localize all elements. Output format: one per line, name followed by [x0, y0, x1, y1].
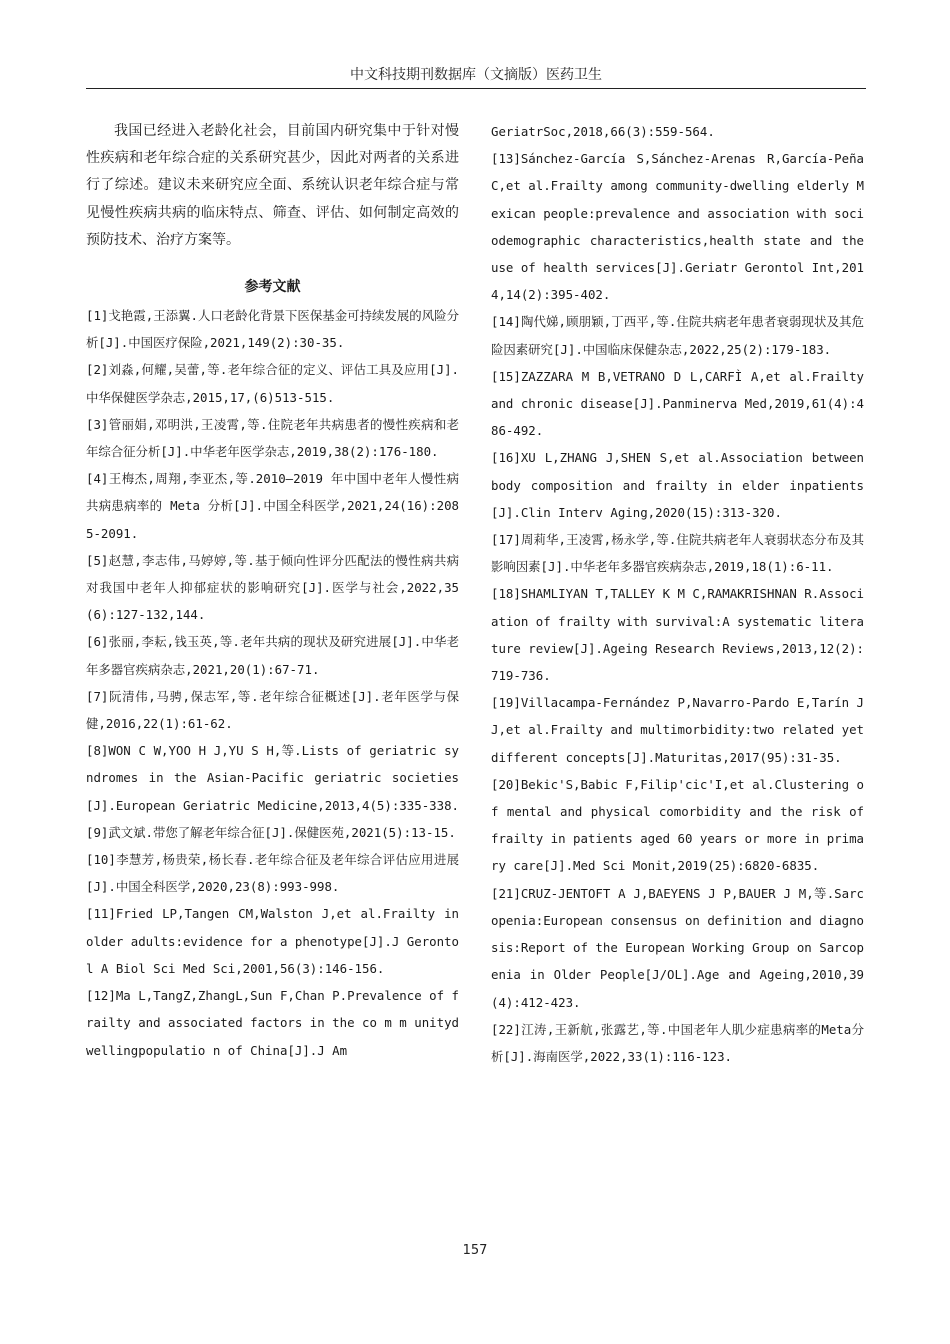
- intro-paragraph: 我国已经进入老龄化社会，目前国内研究集中于针对慢性疾病和老年综合症的关系研究甚少，因此对两者的关系进行了综述。建议未来研究应全面、系统认识老年综合症与常见慢性疾病共病的临床特点、筛查、评估、如何制定高效的预防技术、治疗方案等。: [86, 123, 459, 248]
- left-column: [86, 118, 459, 1064]
- reference-item: [3]管丽娟,邓明洪,王凌霄,等.住院老年共病患者的慢性疾病和老年综合征分析[J].中华老年医学杂志,2019,38(2):176-180.: [86, 416, 459, 460]
- reference-item: [19]Villacampa-Fernández P,Navarro-Pardo E,Tarín JJ,et al.Frailty and multimorbidity:two related yet different concepts[J].Maturitas,2017(95):31-35.: [491, 695, 864, 765]
- reference-item: [16]XU L,ZHANG J,SHEN S,et al.Association between body composition and frailty in elder inpatients[J].Clin Interv Aging,2020(15):313-320.: [491, 450, 864, 520]
- right-column: [491, 118, 864, 1070]
- reference-item: [14]陶代娣,顾朋颖,丁西平,等.住院共病老年患者衰弱现状及其危险因素研究[J].中国临床保健杂志,2022,25(2):179-183.: [491, 314, 864, 357]
- reference-item: [12]Ma L,TangZ,ZhangL,Sun F,Chan P.Prevalence of frailty and associated factors in the co m m unitydwellingpopulatio n of China[J].J Am: [86, 988, 459, 1058]
- reference-item: [20]Bekic'S,Babic F,Filip'cic'I,et al.Clustering of mental and physical comorbidity and the risk of frailty in patients aged 60 years or more in primary care[J].Med Sci Monit,2019(25):6820-6835.: [491, 776, 864, 874]
- reference-item: [17]周莉华,王凌霄,杨永学,等.住院共病老年人衰弱状态分布及其影响因素[J].中华老年多器官疾病杂志,2019,18(1):6-11.: [491, 532, 864, 575]
- reference-item: [13]Sánchez-García S,Sánchez-Arenas R,García-Peña C,et al.Frailty among community-dwelling elderly Mexican people:prevalence and association with sociodemographic characteristics,health state and the use of health services[J].Geriatr Gerontol Int,2014,14(2):395-402.: [491, 151, 864, 303]
- reference-item: [8]WON C W,YOO H J,YU S H,等.Lists of geriatric syndromes in the Asian-Pacific geriatric societies[J].European Geriatric Medicine,2013,4(5):335-338.: [86, 743, 459, 813]
- reference-item: [18]SHAMLIYAN T,TALLEY K M C,RAMAKRISHNAN R.Association of frailty with survival:A systematic literature review[J].Ageing Research Reviews,2013,12(2):719-736.: [491, 586, 864, 684]
- reference-item: [2]刘淼,何耀,吴蕾,等.老年综合征的定义、评估工具及应用[J].中华保健医学杂志,2015,17,(6)513-515.: [86, 362, 459, 405]
- references-title: 参考文献: [244, 279, 301, 296]
- journal-header: 中文科技期刊数据库（文摘版）医药卫生: [86, 62, 866, 89]
- reference-item: [21]CRUZ-JENTOFT A J,BAEYENS J P,BAUER J M,等.Sarcopenia:European consensus on definition and diagnosis:Report of the European Working Group on Sarcopenia in Older People[J/OL].Age and Ageing,2010,39(4):412-423.: [491, 885, 864, 1010]
- reference-item: [5]赵慧,李志伟,马婷婷,等.基于倾向性评分匹配法的慢性病共病对我国中老年人抑郁症状的影响研究[J].医学与社会,2022,35(6):127-132,144.: [86, 552, 459, 623]
- reference-item: [7]阮清伟,马骋,保志军,等.老年综合征概述[J].老年医学与保健,2016,22(1):61-62.: [86, 688, 459, 732]
- right-reference-list: [491, 118, 864, 1070]
- page-number: 157: [462, 1243, 488, 1258]
- reference-item: [9]武文斌.带您了解老年综合征[J].保健医苑,2021(5):13-15.: [86, 824, 456, 840]
- reference-item: [4]王梅杰,周翔,李亚杰,等.2010—2019 年中国中老年人慢性病共病患病率的 Meta 分析[J].中国全科医学,2021,24(16):2085-2091.: [86, 471, 459, 541]
- reference-item: [11]Fried LP,Tangen CM,Walston J,et al.Frailty in older adults:evidence for a phenotype[J].J Gerontol A Biol Sci Med Sci,2001,56(3):146-156.: [86, 906, 459, 976]
- reference-item: GeriatrSoc,2018,66(3):559-564.: [491, 124, 715, 139]
- reference-item: [22]江涛,王新航,张露艺,等.中国老年人肌少症患病率的Meta分析[J].海南医学,2022,33(1):116-123.: [491, 1021, 864, 1064]
- reference-item: [1]戈艳霞,王添翼.人口老龄化背景下医保基金可持续发展的风险分析[J].中国医疗保险,2021,149(2):30-35.: [86, 308, 459, 351]
- left-reference-list: [86, 302, 459, 1064]
- reference-item: [15]ZAZZARA M B,VETRANO D L,CARFÌ A,et al.Frailty and chronic disease[J].Panminerva Med,2019,61(4):486-492.: [491, 368, 864, 439]
- reference-item: [10]李慧芳,杨贵荣,杨长春.老年综合征及老年综合评估应用进展[J].中国全科医学,2020,23(8):993-998.: [86, 852, 459, 895]
- reference-item: [6]张丽,李耘,钱玉英,等.老年共病的现状及研究进展[J].中华老年多器官疾病杂志,2021,20(1):67-71.: [86, 634, 459, 677]
